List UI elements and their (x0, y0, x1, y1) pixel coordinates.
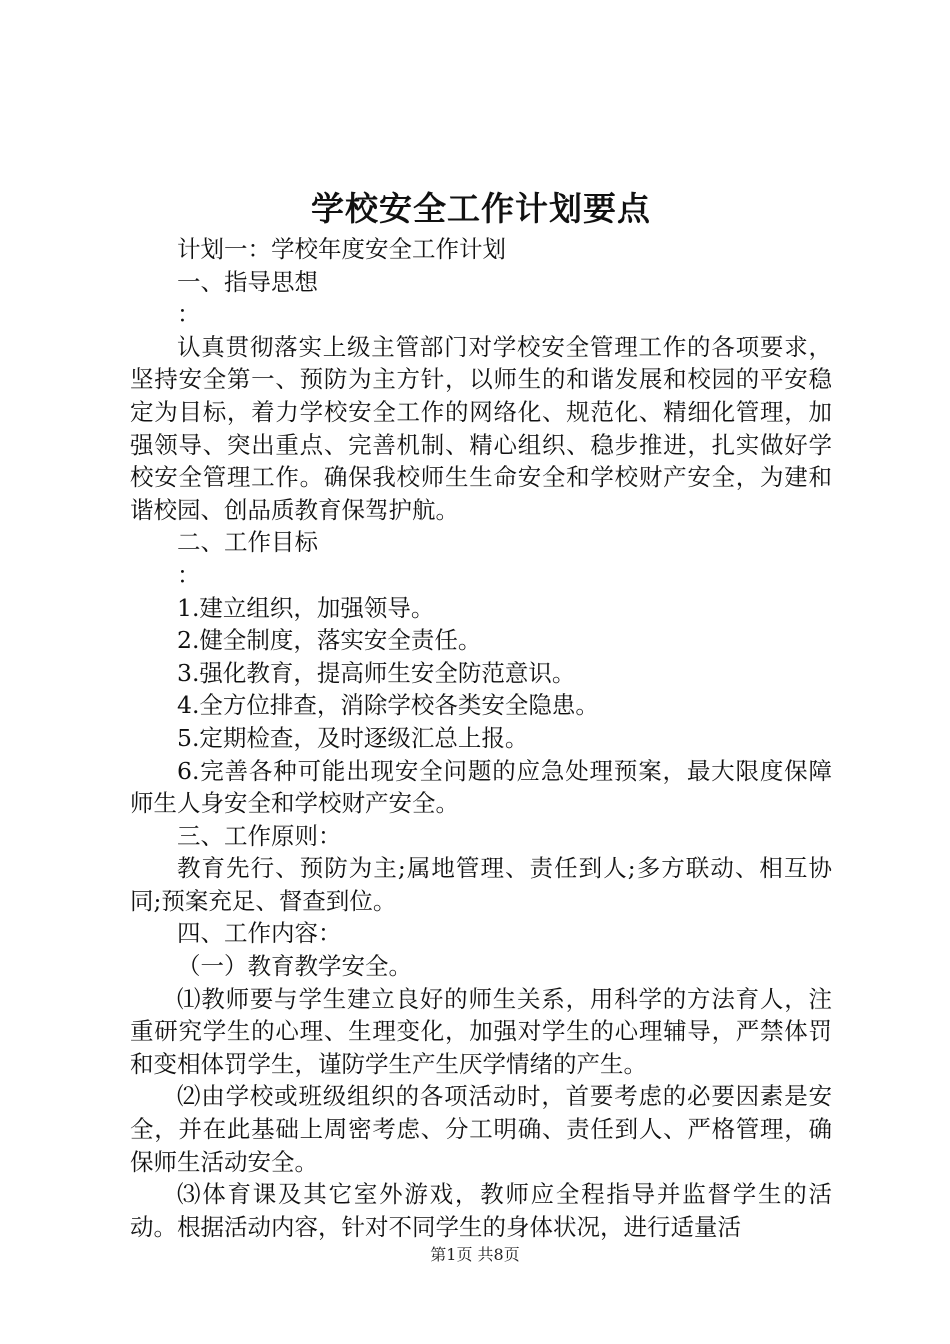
paragraph-guiding-thought: 认真贯彻落实上级主管部门对学校安全管理工作的各项要求，坚持安全第一、预防为主方针，以师生的和谐发展和校园的平安稳定为目标，着力学校安全工作的网络化、规范化、精细化管理，加强领导、突出重点、完善机制、精心组织、稳步推进，扎实做好学校安全管理工作。确保我校师生生命安全和学校财产安全，为建和谐校园、创品质教育保驾护航。 (130, 332, 832, 524)
paragraph-plan-heading: 计划一：学校年度安全工作计划 (177, 235, 506, 263)
goal-item-4: 4.全方位排查，消除学校各类安全隐患。 (177, 691, 599, 720)
subsection-heading-teaching-safety: （一）教育教学安全。 (177, 952, 412, 981)
document-body (130, 233, 832, 1243)
section-heading-guiding-thought: 一、指导思想 (177, 267, 318, 296)
colon-line: ： (177, 300, 201, 329)
goal-item-3: 3.强化教育，提高师生安全防范意识。 (177, 658, 576, 687)
goal-item-6: 6.完善各种可能出现安全问题的应急处理预案，最大限度保障师生人身安全和学校财产安全。 (130, 756, 832, 818)
section-heading-work-principles: 三、工作原则： (177, 821, 342, 850)
goal-item-2: 2.健全制度，落实安全责任。 (177, 626, 482, 655)
goal-item-1: 1.建立组织，加强领导。 (177, 593, 435, 622)
content-item-3: ⑶体育课及其它室外游戏，教师应全程指导并监督学生的活动。根据活动内容，针对不同学生的身体状况，进行适量活 (130, 1180, 832, 1241)
section-heading-work-content: 四、工作内容： (177, 919, 342, 948)
paragraph-work-principles: 教育先行、预防为主;属地管理、责任到人;多方联动、相互协同;预案充足、督查到位。 (130, 854, 832, 915)
colon-line: ： (177, 560, 201, 589)
goal-item-5: 5.定期检查，及时逐级汇总上报。 (177, 723, 529, 752)
section-heading-work-goals: 二、工作目标 (177, 528, 318, 557)
content-item-2: ⑵由学校或班级组织的各项活动时，首要考虑的必要因素是安全，并在此基础上周密考虑、分工明确、责任到人、严格管理，确保师生活动安全。 (130, 1082, 832, 1176)
page-footer: 第1页 共8页 (430, 1245, 520, 1264)
document-title: 学校安全工作计划要点 (311, 189, 651, 228)
content-item-1: ⑴教师要与学生建立良好的师生关系，用科学的方法育人，注重研究学生的心理、生理变化，加强对学生的心理辅导，严禁体罚和变相体罚学生，谨防学生产生厌学情绪的产生。 (130, 984, 832, 1078)
